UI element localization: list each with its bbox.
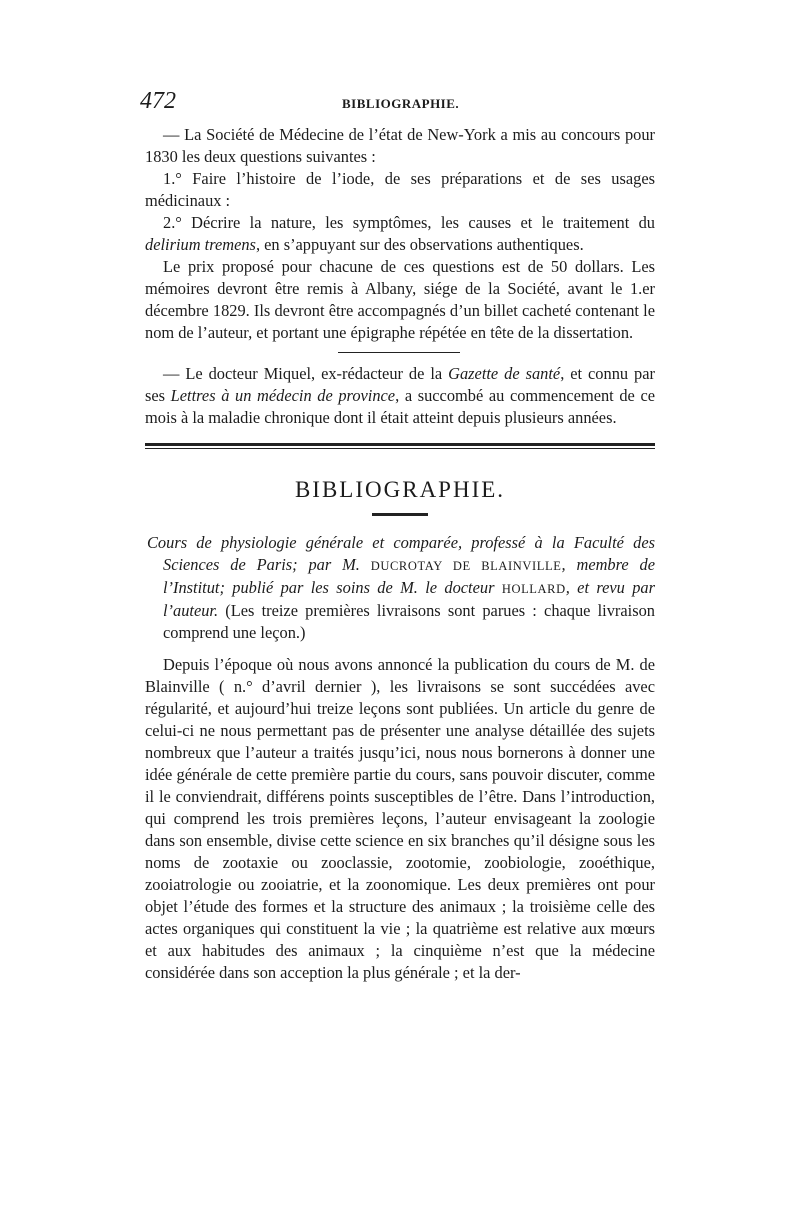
news-obituary [145,363,655,429]
citation-note: (Les treize premières livraisons sont parues : chaque livraison comprend une leçon.) [163,600,655,642]
obituary-text: — Le docteur Miquel, ex-rédacteur de la [163,364,449,383]
title-underline-rule [372,513,428,516]
citation-editor: HOLLARD [501,581,566,596]
page-header [140,88,655,124]
news-paragraph-contest: — La Société de Médecine de l’état de New-York a mis au concours pour 1830 les deux questions suivantes : [145,125,655,166]
news-question-2 [145,212,655,256]
running-head: BIBLIOGRAPHIE. [342,96,460,111]
double-rule-divider [145,443,655,449]
gazette-title: Gazette de santé [448,364,561,383]
section-title: BIBLIOGRAPHIE. [294,477,506,502]
bibliography-citation [145,532,655,644]
page-number: 472 [140,88,176,114]
obituary-text-mid: , et connu par ses [145,364,655,405]
review-body: Depuis l’époque où nous avons annoncé la publication du cours de M. de Blainville ( n.° d’avril dernier ), les livraisons se sont succédées avec régularité, et aujourd’hui treize leçons sont publiées. Un article du genre de celui-ci ne nous permettant pas de présenter une analyse détaillée des sujets nombreux que l’auteur a traités jusqu’ici, nous nous bornerons à donner une idée générale de cette première partie du cours, sans pouvoir discuter, comme il le conviendrait, différens points susceptibles de l’être. Dans l’introduction, qui comprend les trois premières leçons, l’auteur envisageant la zoologie dans son ensemble, divise cette science en six branches qu’il désigne sous les noms de zootaxie ou zooclassie, zootomie, zoobiologie, zooéthique, zooiatrologie ou zooiatrie, et la zoonomique. Les deux premières ont pour objet l’étude des formes et la structure des animaux ; la troisième celle des actes organiques qui constituent la vie ; la quatrième est relative aux mœurs et aux habitudes des animaux ; la cinquième n’est que la médecine considérée dans son acception la plus générale ; et la der- [145,654,655,982]
citation-author: DUCROTAY DE BLAINVILLE [370,558,562,573]
citation-revised: , et revu par l’auteur. [163,577,655,620]
lettres-title: Lettres à un médecin de province [170,386,396,405]
news-prize-details: Le prix proposé pour chacune de ces questions est de 50 dollars. Les mémoires devront être remis à Albany, siége de la Société, avant le 1.er décembre 1829. Ils devront être accompagnés d’un billet cacheté contenant le nom de l’auteur, et portant une épigraphe répétée en tête de la dissertation. [145,257,655,342]
question-2-text: 2.° Décrire la nature, les symptômes, les causes et le traitement du [163,213,655,232]
book-page [140,88,656,984]
news-question-1: 1.° Faire l’histoire de l’iode, de ses préparations et de ses usages médicinaux : [145,169,655,210]
citation-title: Cours de physiologie générale et comparée, professé à la Faculté des Sciences de Paris; par M. [147,532,655,574]
obituary-text-end: , a succombé au commencement de ce mois à la maladie chronique dont il était atteint depuis plusieurs années. [145,386,655,427]
citation-editor-text: , membre de l’Institut; publié par les soins de M. le docteur [163,554,656,597]
delirium-tremens-term: delirium tremens [145,235,256,254]
question-2-text-end: , en s’appuyant sur des observations authentiques. [255,235,584,254]
